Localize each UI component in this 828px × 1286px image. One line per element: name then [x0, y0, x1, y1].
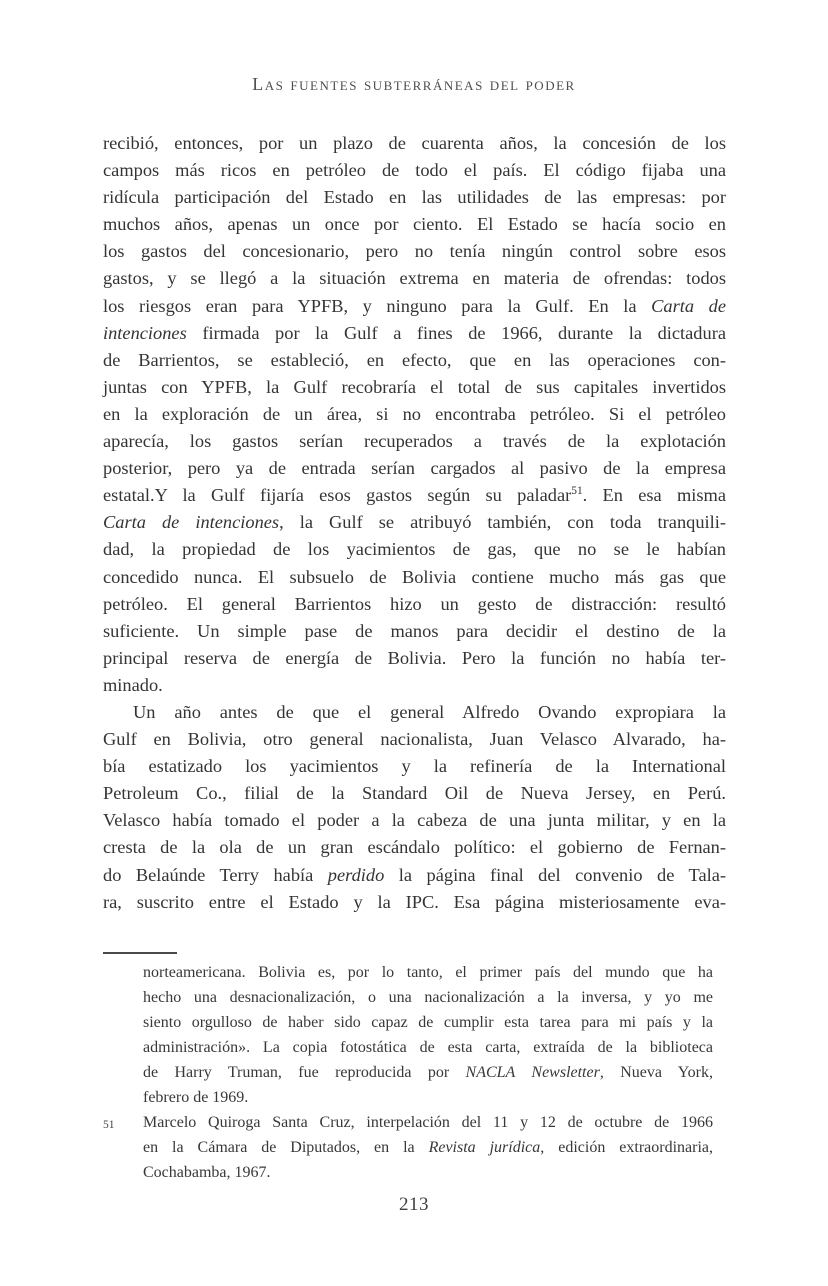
running-header: Las fuentes subterráneas del poder	[252, 74, 576, 94]
text-segment: petróleo. El general Barrientos hizo un gesto de distracción: resultó	[103, 593, 726, 614]
text-line	[103, 536, 726, 563]
footnotes	[103, 960, 715, 1185]
text-line	[103, 374, 726, 401]
text-line	[103, 428, 726, 455]
text-segment: Revista jurídica	[428, 1139, 541, 1156]
text-line	[103, 211, 726, 238]
text-segment: firmada por la Gulf a fines de 1966, durante la dictadura	[186, 322, 726, 343]
text-segment: campos más ricos en petróleo de todo el país. El código fijaba una	[103, 160, 726, 181]
footnote-text	[143, 1110, 713, 1185]
text-line	[103, 455, 726, 482]
text-line	[103, 157, 726, 184]
text-segment: siento orgulloso de haber sido capaz de cumplir esta tarea para mi país y la	[143, 1014, 713, 1031]
text-segment: estatal.Y la Gulf fijaría esos gastos según su paladar	[103, 485, 572, 506]
text-line	[103, 238, 726, 265]
text-segment: los gastos del concesionario, pero no tenía ningún control sobre esos	[103, 241, 726, 262]
text-line	[143, 1160, 713, 1185]
footnote	[103, 1110, 715, 1185]
text-segment: de Harry Truman, fue reproducida por	[143, 1064, 466, 1081]
page-number: 213	[399, 1194, 429, 1215]
text-segment: NACLA Newsletter	[465, 1064, 600, 1081]
text-segment: Petroleum Co., filial de la Standard Oil de Nueva Jersey, en Perú.	[103, 783, 726, 804]
text-segment: bía estatizado los yacimientos y la refinería de la International	[103, 756, 726, 777]
text-segment: en la Cámara de Diputados, en la	[143, 1139, 429, 1156]
text-line	[103, 564, 726, 591]
text-line	[103, 780, 726, 807]
text-segment: minado.	[103, 674, 163, 695]
text-line	[103, 726, 726, 753]
text-line	[143, 1110, 713, 1135]
text-segment: principal reserva de energía de Bolivia. Pero la función no había ter-	[103, 647, 726, 668]
text-segment: muchos años, apenas un once por ciento. El Estado se hacía socio en	[103, 214, 726, 235]
text-segment: Carta de intenciones	[103, 512, 280, 533]
text-line	[103, 184, 726, 211]
text-segment: ra, suscrito entre el Estado y la IPC. Esa página misteriosamente eva-	[103, 891, 726, 912]
text-segment: dad, la propiedad de los yacimientos de gas, que no se le habían	[103, 539, 726, 560]
text-segment: do Belaúnde Terry había	[103, 864, 328, 885]
text-segment: Gulf en Bolivia, otro general nacionalista, Juan Velasco Alvarado, ha-	[103, 729, 726, 750]
text-line	[103, 753, 726, 780]
text-line	[103, 130, 726, 157]
text-segment: en la exploración de un área, si no encontraba petróleo. Si el petróleo	[103, 403, 726, 424]
text-line	[103, 509, 726, 536]
text-segment: suficiente. Un simple pase de manos para decidir el destino de la	[103, 620, 726, 641]
text-line	[103, 482, 726, 509]
text-line	[143, 1085, 713, 1110]
text-line	[143, 1035, 713, 1060]
footnote	[103, 960, 715, 1110]
text-segment: intenciones	[103, 322, 187, 343]
text-segment: ridícula participación del Estado en las utilidades de las empresas: por	[103, 187, 726, 208]
text-segment: . En esa misma	[582, 485, 727, 506]
text-line	[143, 1135, 713, 1160]
footnote-marker: 51	[103, 1119, 115, 1131]
text-line	[103, 834, 726, 861]
text-line	[103, 807, 726, 834]
text-segment: cresta de la ola de un gran escándalo político: el gobierno de Fernan-	[103, 837, 726, 858]
text-segment: Velasco había tomado el poder a la cabeza de una junta militar, y en la	[103, 810, 726, 831]
paragraph	[103, 130, 726, 699]
text-line	[103, 591, 726, 618]
text-segment: norteamericana. Bolivia es, por lo tanto, el primer país del mundo que ha	[143, 964, 713, 981]
text-segment: la página final del convenio de Tala-	[384, 864, 727, 885]
text-line	[103, 618, 726, 645]
body-text	[103, 130, 726, 916]
text-line	[103, 699, 726, 726]
footnote-marker	[103, 960, 143, 963]
text-line	[103, 401, 726, 428]
text-line	[143, 985, 713, 1010]
text-segment: , Nueva York,	[599, 1064, 713, 1081]
text-segment: recibió, entonces, por un plazo de cuarenta años, la concesión de los	[103, 133, 726, 153]
text-segment: aparecía, los gastos serían recuperados a través de la explotación	[103, 431, 726, 452]
text-segment: , la Gulf se atribuyó también, con toda tranquili-	[279, 512, 726, 533]
footnote-text	[143, 960, 713, 1110]
text-segment: los riesgos eran para YPFB, y ninguno para la Gulf. En la	[103, 295, 652, 316]
text-line	[143, 1060, 713, 1085]
text-segment: , edición extraordinaria,	[540, 1139, 713, 1156]
text-line	[103, 293, 726, 320]
paragraph	[103, 699, 726, 916]
footnote-ref: 51	[571, 485, 583, 498]
text-segment: Carta de	[651, 295, 726, 316]
text-segment: administración». La copia fotostática de esta carta, extraída de la biblioteca	[143, 1039, 713, 1056]
text-segment: febrero de 1969.	[143, 1089, 249, 1106]
text-segment: perdido	[327, 864, 385, 885]
text-line	[143, 960, 713, 985]
footnote-separator	[103, 952, 177, 954]
text-segment: de Barrientos, se estableció, en efecto, que en las operaciones con-	[103, 349, 726, 370]
text-line	[143, 1010, 713, 1035]
text-line	[103, 347, 726, 374]
text-line	[103, 862, 726, 889]
text-line	[103, 889, 726, 916]
text-line	[103, 645, 726, 672]
text-line	[103, 265, 726, 292]
text-segment: juntas con YPFB, la Gulf recobraría el total de sus capitales invertidos	[103, 376, 726, 397]
text-segment: hecho una desnacionalización, o una nacionalización a la inversa, y yo me	[143, 989, 713, 1006]
text-line	[103, 672, 726, 699]
text-segment: Marcelo Quiroga Santa Cruz, interpelación del 11 y 12 de octubre de 1966	[143, 1114, 713, 1131]
text-segment: Un año antes de que el general Alfredo Ovando expropiara la	[133, 701, 726, 722]
text-line	[103, 320, 726, 347]
text-segment: concedido nunca. El subsuelo de Bolivia contiene mucho más gas que	[103, 566, 726, 587]
text-segment: Cochabamba, 1967.	[143, 1164, 271, 1181]
text-segment: posterior, pero ya de entrada serían cargados al pasivo de la empresa	[103, 458, 726, 479]
text-segment: gastos, y se llegó a la situación extrema en materia de ofrendas: todos	[103, 268, 726, 289]
